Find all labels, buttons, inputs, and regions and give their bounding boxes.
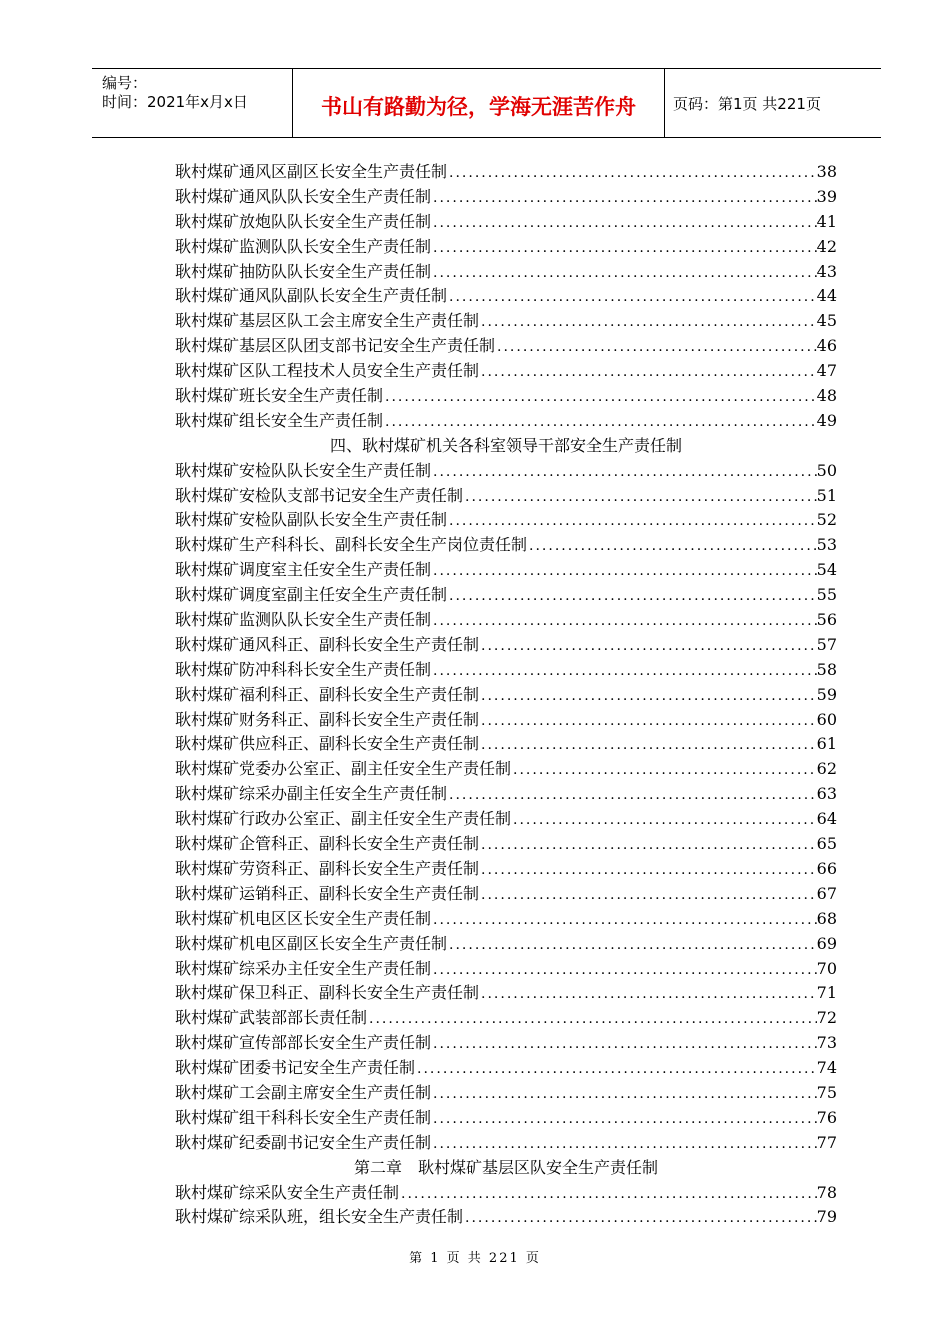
toc-entry-title: 耿村煤矿防冲科科长安全生产责任制 — [175, 659, 432, 679]
toc-entry[interactable] — [175, 1006, 837, 1031]
toc-entry-page: 39 — [816, 186, 837, 206]
toc-entry-title: 耿村煤矿安检队副队长安全生产责任制 — [175, 510, 448, 530]
toc-entry-title: 耿村煤矿财务科正、副科长安全生产责任制 — [175, 709, 480, 729]
toc-entry-title: 耿村煤矿放炮队队长安全生产责任制 — [175, 211, 432, 231]
toc-entry-page: 72 — [816, 1008, 837, 1028]
toc-entry-title: 耿村煤矿综采办副主任安全生产责任制 — [175, 784, 448, 804]
toc-dot-leader — [367, 1007, 817, 1032]
toc-entry[interactable] — [175, 633, 837, 658]
header-meta-cell — [92, 69, 293, 137]
header-motto: 书山有路勤为径，学海无涯苦作舟 — [321, 95, 636, 119]
toc-entry-title: 耿村煤矿综采办主任安全生产责任制 — [175, 958, 432, 978]
toc-entry[interactable] — [175, 160, 837, 185]
toc-dot-leader — [431, 186, 817, 211]
toc-entry-title: 耿村煤矿武装部部长责任制 — [175, 1008, 368, 1028]
toc-dot-leader — [479, 310, 817, 335]
toc-entry[interactable] — [175, 1031, 837, 1056]
toc-entry-title: 耿村煤矿福利科正、副科长安全生产责任制 — [175, 684, 480, 704]
toc-entry-page: 61 — [816, 734, 837, 754]
toc-entry-page: 38 — [816, 162, 837, 181]
toc-entry[interactable] — [175, 1131, 837, 1156]
toc-entry-page: 42 — [816, 236, 837, 256]
document-date: 时间：2021年x月x日 — [102, 93, 248, 111]
toc-entry-page: 66 — [816, 858, 837, 878]
toc-entry-title: 耿村煤矿保卫科正、副科长安全生产责任制 — [175, 983, 480, 1003]
toc-entry-title: 耿村煤矿机电区区长安全生产责任制 — [175, 908, 432, 928]
toc-dot-leader — [431, 659, 817, 684]
toc-entry[interactable] — [175, 907, 837, 932]
toc-entry-page: 75 — [816, 1082, 837, 1102]
toc-entry-page: 74 — [816, 1058, 837, 1078]
toc-dot-leader — [431, 559, 817, 584]
toc-entry[interactable] — [175, 882, 837, 907]
toc-section-heading: 第二章 耿村煤矿基层区队安全生产责任制 — [353, 1157, 658, 1177]
toc-entry-title: 耿村煤矿机电区副区长安全生产责任制 — [175, 933, 448, 953]
toc-section-heading: 四、耿村煤矿机关各科室领导干部安全生产责任制 — [329, 435, 682, 455]
toc-entry-page: 60 — [816, 709, 837, 729]
toc-entry-title: 耿村煤矿企管科正、副科长安全生产责任制 — [175, 834, 480, 854]
toc-entry-page: 51 — [816, 485, 837, 505]
toc-dot-leader — [431, 261, 817, 286]
toc-entry[interactable] — [175, 533, 837, 558]
toc-entry-page: 70 — [816, 958, 837, 978]
toc-entry[interactable] — [175, 658, 837, 683]
toc-entry-page: 62 — [816, 759, 837, 779]
toc-entry[interactable] — [175, 732, 837, 757]
toc-entry-title: 耿村煤矿宣传部部长安全生产责任制 — [175, 1033, 432, 1053]
toc-entry[interactable] — [175, 708, 837, 733]
toc-entry-title: 耿村煤矿安检队队长安全生产责任制 — [175, 460, 432, 480]
toc-entry-page: 52 — [816, 510, 837, 530]
document-number-label: 编号： — [102, 74, 148, 92]
toc-entry-page: 68 — [816, 908, 837, 928]
toc-entry-page: 56 — [816, 610, 837, 630]
toc-dot-leader — [511, 758, 817, 783]
toc-dot-leader — [447, 933, 817, 958]
table-of-contents — [175, 160, 837, 1230]
toc-entry-title: 耿村煤矿班长安全生产责任制 — [175, 386, 384, 406]
toc-entry[interactable] — [175, 409, 837, 434]
toc-entry[interactable] — [175, 235, 837, 260]
toc-dot-leader — [431, 908, 817, 933]
toc-entry[interactable] — [175, 583, 837, 608]
toc-entry[interactable] — [175, 210, 837, 235]
toc-entry-title: 耿村煤矿监测队队长安全生产责任制 — [175, 236, 432, 256]
toc-entry[interactable] — [175, 757, 837, 782]
toc-entry-page: 79 — [816, 1207, 837, 1227]
toc-entry-title: 耿村煤矿工会副主席安全生产责任制 — [175, 1082, 432, 1102]
toc-dot-leader — [447, 584, 817, 609]
toc-dot-leader — [431, 460, 817, 485]
toc-entry-title: 耿村煤矿调度室主任安全生产责任制 — [175, 560, 432, 580]
toc-entry[interactable] — [175, 185, 837, 210]
toc-entry-page: 46 — [816, 336, 837, 356]
toc-entry[interactable] — [175, 807, 837, 832]
toc-entry-title: 耿村煤矿行政办公室正、副主任安全生产责任制 — [175, 809, 512, 829]
toc-dot-leader — [479, 360, 817, 385]
toc-entry-title: 耿村煤矿基层区队工会主席安全生产责任制 — [175, 311, 480, 331]
toc-entry-title: 耿村煤矿组干科科长安全生产责任制 — [175, 1107, 432, 1127]
toc-entry-page: 50 — [816, 460, 837, 480]
toc-entry-page: 69 — [816, 933, 837, 953]
toc-entry-title: 耿村煤矿党委办公室正、副主任安全生产责任制 — [175, 759, 512, 779]
toc-entry-page: 65 — [816, 834, 837, 854]
toc-entry[interactable] — [175, 558, 837, 583]
toc-entry-title: 耿村煤矿区队工程技术人员安全生产责任制 — [175, 361, 480, 381]
toc-entry-title: 耿村煤矿监测队队长安全生产责任制 — [175, 610, 432, 630]
page-header — [92, 68, 881, 138]
toc-dot-leader — [527, 534, 817, 559]
toc-entry-page: 41 — [816, 211, 837, 231]
toc-entry-title: 耿村煤矿安检队支部书记安全生产责任制 — [175, 485, 464, 505]
toc-entry-page: 78 — [816, 1182, 837, 1202]
toc-dot-leader — [463, 1206, 817, 1231]
toc-dot-leader — [447, 285, 817, 310]
toc-entry-title: 耿村煤矿纪委副书记安全生产责任制 — [175, 1132, 432, 1152]
toc-dot-leader — [431, 211, 817, 236]
toc-entry[interactable] — [175, 284, 837, 309]
toc-dot-leader — [415, 1057, 817, 1082]
toc-entry[interactable] — [175, 608, 837, 633]
toc-entry-title: 耿村煤矿调度室副主任安全生产责任制 — [175, 585, 448, 605]
toc-dot-leader — [479, 982, 817, 1007]
toc-entry-title: 耿村煤矿运销科正、副科长安全生产责任制 — [175, 883, 480, 903]
toc-dot-leader — [431, 236, 817, 261]
toc-entry[interactable] — [175, 384, 837, 409]
toc-entry-title: 耿村煤矿通风队队长安全生产责任制 — [175, 186, 432, 206]
toc-entry-title: 耿村煤矿通风区副区长安全生产责任制 — [175, 162, 448, 181]
toc-entry-page: 58 — [816, 659, 837, 679]
toc-dot-leader — [495, 335, 817, 360]
toc-dot-leader — [431, 1032, 817, 1057]
toc-entry[interactable] — [175, 932, 837, 957]
toc-entry-title: 耿村煤矿基层区队团支部书记安全生产责任制 — [175, 336, 496, 356]
toc-entry[interactable] — [175, 1106, 837, 1131]
toc-entry-page: 73 — [816, 1033, 837, 1053]
toc-entry-page: 64 — [816, 809, 837, 829]
toc-dot-leader — [431, 1132, 817, 1157]
toc-entry-page: 63 — [816, 784, 837, 804]
header-page-cell — [665, 69, 881, 137]
toc-entry[interactable] — [175, 359, 837, 384]
toc-entry-page: 59 — [816, 684, 837, 704]
toc-dot-leader — [431, 1107, 817, 1132]
toc-entry[interactable] — [175, 981, 837, 1006]
toc-entry-page: 67 — [816, 883, 837, 903]
toc-entry-page: 44 — [816, 286, 837, 306]
toc-dot-leader — [479, 883, 817, 908]
toc-entry-page: 55 — [816, 585, 837, 605]
toc-entry-title: 耿村煤矿供应科正、副科长安全生产责任制 — [175, 734, 480, 754]
toc-entry[interactable] — [175, 1056, 837, 1081]
toc-dot-leader — [479, 833, 817, 858]
toc-entry[interactable] — [175, 1205, 837, 1230]
toc-dot-leader — [447, 161, 817, 186]
toc-entry[interactable] — [175, 782, 837, 807]
toc-entry[interactable] — [175, 857, 837, 882]
toc-entry-title: 耿村煤矿通风科正、副科长安全生产责任制 — [175, 634, 480, 654]
toc-entry-title: 耿村煤矿抽防队队长安全生产责任制 — [175, 261, 432, 281]
page-footer: 第 1 页 共 221 页 — [409, 1251, 541, 1266]
toc-dot-leader — [479, 709, 817, 734]
toc-entry[interactable] — [175, 484, 837, 509]
toc-dot-leader — [479, 684, 817, 709]
toc-entry[interactable] — [175, 1181, 837, 1206]
toc-entry-title: 耿村煤矿劳资科正、副科长安全生产责任制 — [175, 858, 480, 878]
toc-entry-title: 耿村煤矿生产科科长、副科长安全生产岗位责任制 — [175, 535, 528, 555]
toc-dot-leader — [383, 385, 817, 410]
toc-entry-page: 77 — [816, 1132, 837, 1152]
toc-dot-leader — [383, 410, 817, 435]
toc-dot-leader — [479, 733, 817, 758]
toc-entry-page: 43 — [816, 261, 837, 281]
toc-entry-page: 53 — [816, 535, 837, 555]
toc-entry[interactable] — [175, 832, 837, 857]
toc-entry-page: 49 — [816, 410, 837, 430]
toc-dot-leader — [511, 808, 817, 833]
toc-entry[interactable] — [175, 683, 837, 708]
toc-entry-page: 45 — [816, 311, 837, 331]
toc-dot-leader — [479, 634, 817, 659]
toc-entry-title: 耿村煤矿综采队安全生产责任制 — [175, 1182, 400, 1202]
toc-dot-leader — [479, 858, 817, 883]
toc-entry-title: 耿村煤矿组长安全生产责任制 — [175, 410, 384, 430]
toc-dot-leader — [399, 1182, 817, 1207]
toc-entry[interactable] — [175, 1081, 837, 1106]
toc-entry-title: 耿村煤矿团委书记安全生产责任制 — [175, 1058, 416, 1078]
toc-entry-title: 耿村煤矿综采队班，组长安全生产责任制 — [175, 1207, 464, 1227]
toc-entry-page: 54 — [816, 560, 837, 580]
toc-entry[interactable] — [175, 459, 837, 484]
toc-entry-page: 71 — [816, 983, 837, 1003]
toc-dot-leader — [463, 485, 817, 510]
toc-entry-page: 57 — [816, 634, 837, 654]
header-page-info: 页码：第1页 共221页 — [673, 95, 821, 113]
toc-entry-page: 48 — [816, 386, 837, 406]
toc-dot-leader — [431, 1082, 817, 1107]
toc-entry-page: 47 — [816, 361, 837, 381]
toc-entry[interactable] — [175, 957, 837, 982]
toc-dot-leader — [431, 609, 817, 634]
toc-entry[interactable] — [175, 508, 837, 533]
toc-entry[interactable] — [175, 334, 837, 359]
toc-entry-page: 76 — [816, 1107, 837, 1127]
toc-dot-leader — [447, 509, 817, 534]
toc-entry[interactable] — [175, 260, 837, 285]
header-motto-cell — [293, 69, 665, 137]
toc-entry[interactable] — [175, 309, 837, 334]
toc-dot-leader — [431, 958, 817, 983]
toc-entry-title: 耿村煤矿通风队副队长安全生产责任制 — [175, 286, 448, 306]
toc-dot-leader — [447, 783, 817, 808]
